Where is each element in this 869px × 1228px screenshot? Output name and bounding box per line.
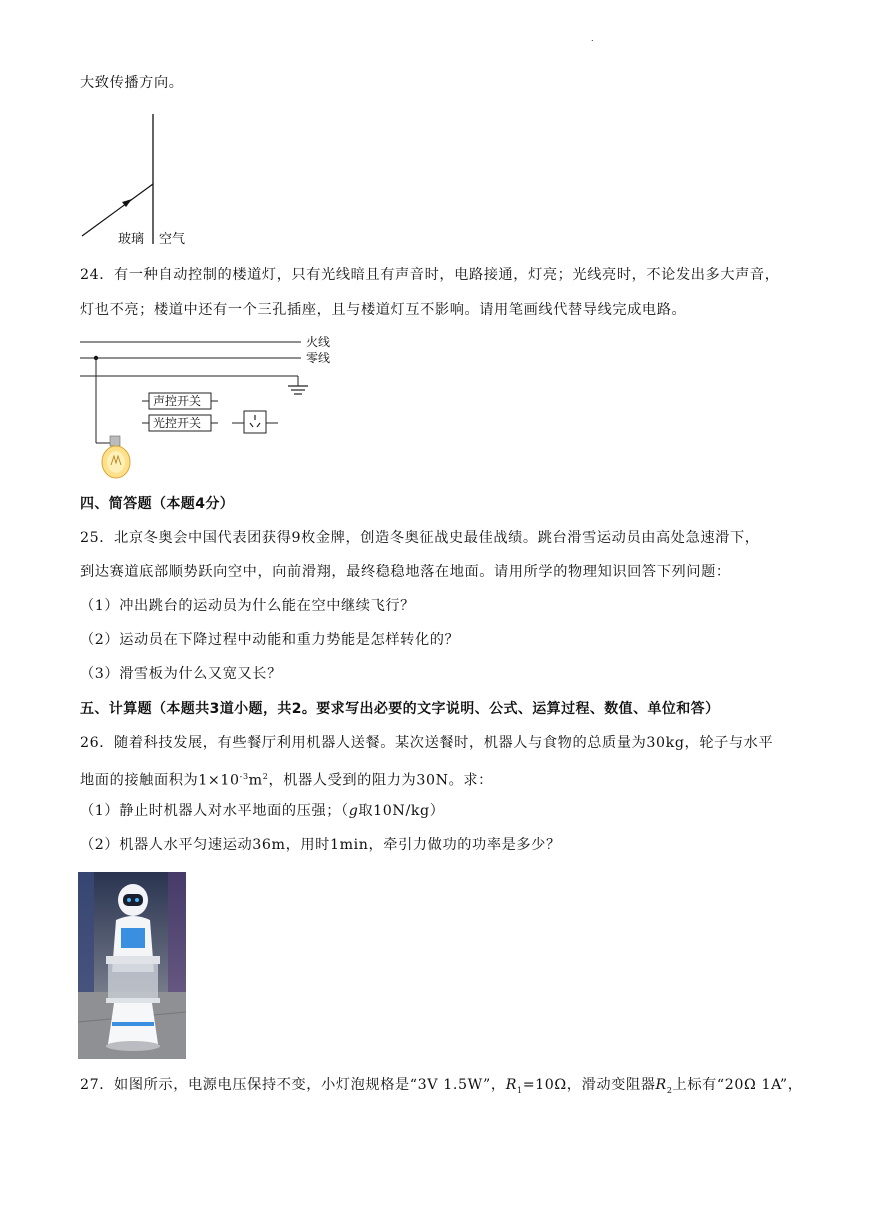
neutral-wire-label: 零线 bbox=[306, 351, 331, 365]
q26-line-2: 地面的接触面积为$1\times 10^{-3}m^2$，机器人受到的阻力为30N。求： bbox=[80, 772, 493, 789]
circuit-figure bbox=[76, 330, 346, 482]
q26-sub-2: （2）机器人水平匀速运动36m，用时1min，牵引力做功的功率是多少？ bbox=[80, 837, 561, 853]
q23-tail-text: 大致传播方向。 bbox=[80, 75, 184, 91]
q26-line-1: 26．随着科技发展，有些餐厅利用机器人送餐。某次送餐时，机器人与食物的总质量为30kg，轮子与水平 bbox=[80, 735, 774, 751]
header-dot: . bbox=[591, 34, 594, 43]
q24-line-1: 24．有一种自动控制的楼道灯，只有光线暗且有声音时，电路接通，灯亮；光线亮时，不论发出多大声音， bbox=[80, 267, 780, 283]
q25-line-1: 25．北京冬奥会中国代表团获得9枚金牌，创造冬奥征战史最佳战绩。跳台滑雪运动员由高处急速滑下， bbox=[80, 530, 760, 546]
q25-line-2: 到达赛道底部顺势跃向空中，向前滑翔，最终稳稳地落在地面。请用所学的物理知识回答下列问题： bbox=[80, 564, 731, 580]
q26-sub-1: （1）静止时机器人对水平地面的压强；（g取10N/kg） bbox=[80, 803, 445, 819]
q27-line-1: 27．如图所示，电源电压保持不变，小灯泡规格是“3V 1.5W”，$R_1=10\Omega$，滑动变阻器$R_2$上标有“20Ω 1A”， bbox=[80, 1077, 803, 1095]
q25-sub-3: （3）滑雪板为什么又宽又长？ bbox=[80, 666, 282, 682]
section-4-heading: 四、简答题（本题4分） bbox=[80, 496, 235, 512]
ground-icon bbox=[288, 386, 308, 394]
section-5-heading: 五、计算题（本题共3道小题，共2。要求写出必要的文字说明、公式、运算过程、数值、单位和答） bbox=[80, 701, 720, 717]
three-hole-socket-icon bbox=[232, 411, 278, 433]
air-label: 空气 bbox=[159, 232, 186, 247]
live-wire-label: 火线 bbox=[306, 335, 331, 349]
refraction-figure bbox=[76, 108, 196, 248]
light-bulb-icon bbox=[102, 436, 130, 478]
robot-photo bbox=[78, 872, 186, 1059]
q24-line-2: 灯也不亮；楼道中还有一个三孔插座，且与楼道灯互不影响。请用笔画线代替导线完成电路。 bbox=[80, 302, 687, 318]
incident-ray bbox=[82, 184, 153, 236]
glass-label: 玻璃 bbox=[118, 232, 145, 247]
light-switch-label: 光控开关 bbox=[153, 416, 202, 430]
sound-switch-label: 声控开关 bbox=[153, 394, 202, 408]
q25-sub-1: （1）冲出跳台的运动员为什么能在空中继续飞行？ bbox=[80, 598, 415, 614]
q25-sub-2: （2）运动员在下降过程中动能和重力势能是怎样转化的？ bbox=[80, 632, 460, 648]
